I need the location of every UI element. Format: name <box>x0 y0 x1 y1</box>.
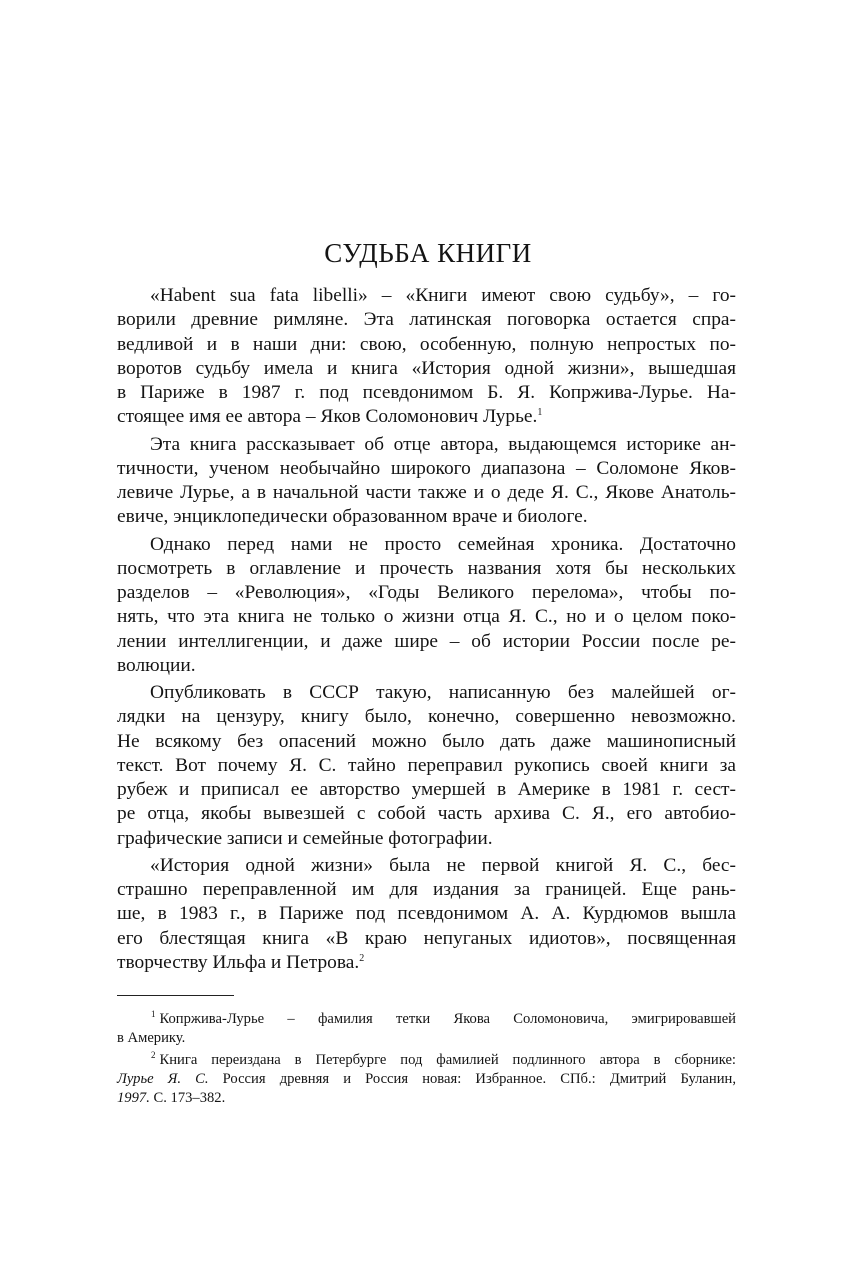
text-line: разделов – «Революция», «Годы Великого перелома», чтобы по- <box>117 582 736 603</box>
text-line: Опубликовать в СССР такую, написанную без малейшей ог- <box>150 682 736 703</box>
footnote-text: С. 173–382. <box>149 1090 226 1106</box>
text-line: «Habent sua fata libelli» – «Книги имеют свою судьбу», – го- <box>150 285 736 306</box>
footnote-text: Книга переиздана в Петербурге под фамилией подлинного автора в сборнике: <box>159 1052 736 1068</box>
body-text <box>117 284 736 975</box>
text-line: левиче Лурье, а в начальной части также и о деде Я. С., Якове Анатоль- <box>117 482 736 503</box>
text-line <box>117 951 736 975</box>
footnote-text: Россия древняя и Россия новая: Избранное. СПб.: Дмитрий Буланин, <box>208 1071 736 1087</box>
text-line-content: творчеству Ильфа и Петрова. <box>117 951 360 973</box>
text-line: ше, в 1983 г., в Париже под псевдонимом А. А. Курдюмов вышла <box>117 903 736 925</box>
paragraph <box>117 533 736 679</box>
paragraph <box>117 681 736 851</box>
text-line: посмотреть в оглавление и прочесть названия хотя бы нескольких <box>117 557 736 579</box>
text-line: лении интеллигенции, и даже шире – об истории России после ре- <box>117 630 736 652</box>
footnote-text: Копржива-Лурье – фамилия тетки Якова Соломоновича, эмигрировавшей <box>159 1011 736 1027</box>
footnote-reference[interactable]: 1 <box>537 407 543 419</box>
text-line: графические записи и семейные фотографии. <box>117 827 493 849</box>
chapter-title: СУДЬБА КНИГИ <box>324 238 532 268</box>
paragraph <box>117 284 736 430</box>
text-line: Не всякому без опасений можно было дать даже машинописный <box>117 730 736 752</box>
text-line: тичности, ученом необычайно широкого диапазона – Соломоне Яков- <box>117 457 736 479</box>
footnote-author: Лурье Я. С. <box>117 1071 209 1087</box>
footnote <box>117 1010 736 1048</box>
text-line: волюции. <box>117 654 196 676</box>
paragraph <box>117 854 736 975</box>
text-line: воротов судьбу имела и книга «История одной жизни», вышедшая <box>117 357 736 379</box>
text-line: его блестящая книга «В краю непуганых идиотов», посвященная <box>117 927 736 949</box>
paragraph <box>117 433 736 530</box>
text-line: Однако перед нами не просто семейная хроника. Достаточно <box>150 533 736 555</box>
text-line: страшно переправленной им для издания за границей. Еще рань- <box>117 879 736 900</box>
text-line: ворили древние римляне. Эта латинская поговорка остается спра- <box>117 309 736 331</box>
text-line: ведливой и в наши дни: свою, особенную, полную непростых по- <box>117 333 736 355</box>
footnote-line <box>117 1051 736 1070</box>
footnote-line <box>117 1070 736 1089</box>
text-line: текст. Вот почему Я. С. тайно переправил рукопись своей книги за <box>117 754 736 776</box>
footnote-mark: 1 <box>151 1009 156 1019</box>
text-line: ре отца, якобы вывезшей с собой часть архива С. Я., его автобио- <box>117 803 736 825</box>
footnote-mark: 2 <box>151 1050 156 1060</box>
footnote-year: 1997. <box>117 1090 150 1106</box>
footnote-reference[interactable]: 2 <box>359 952 365 964</box>
text-line-content: стоящее имя ее автора – Яков Соломонович Лурье. <box>117 406 538 428</box>
text-line: лядки на цензуру, книгу было, конечно, совершенно невозможно. <box>117 706 736 728</box>
text-line <box>117 405 736 429</box>
footnote-separator <box>117 995 234 996</box>
text-line: нять, что эта книга не только о жизни отца Я. С., но и о целом поко- <box>117 606 736 628</box>
text-line: евиче, энциклопедически образованном враче и биологе. <box>117 506 588 528</box>
footnote <box>117 1051 736 1108</box>
text-line: рубеж и приписал ее авторство умершей в Америке в 1981 г. сест- <box>117 779 736 800</box>
footnote-line: в Америку. <box>117 1030 186 1046</box>
text-line: Эта книга рассказывает об отце автора, выдающемся историке ан- <box>150 433 736 455</box>
text-line: в Париже в 1987 г. под псевдонимом Б. Я. Копржива-Лурье. На- <box>117 382 736 403</box>
text-line: «История одной жизни» была не первой книгой Я. С., бес- <box>150 854 736 876</box>
footnotes <box>117 1010 736 1108</box>
footnote-line <box>117 1010 736 1029</box>
footnote-line <box>117 1089 736 1108</box>
